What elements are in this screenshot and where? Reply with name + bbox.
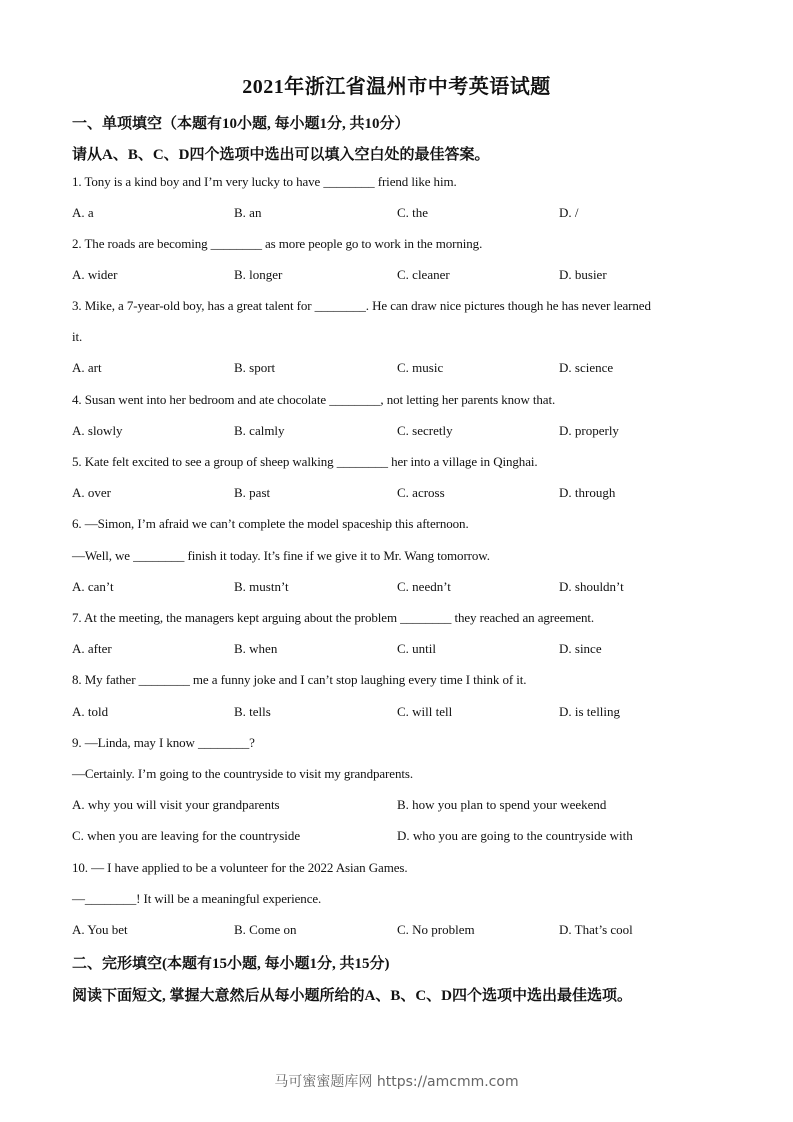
question-6-option-b: B. mustn’t [234, 579, 289, 594]
question-10-option-b: B. Come on [234, 922, 297, 937]
question-10-option-d: D. That’s cool [559, 922, 633, 937]
question-7-option-c: C. until [397, 641, 437, 656]
question-10-option-a: A. You bet [72, 922, 128, 937]
question-8-stem: 8. My father ________ me a funny joke and I can’t stop laughing every time I think of it. [72, 672, 527, 687]
question-1-stem: 1. Tony is a kind boy and I’m very lucky to have ________ friend like him. [72, 174, 457, 189]
question-9-option-c: C. when you are leaving for the countryside [72, 828, 301, 843]
question-8-option-b: B. tells [234, 704, 271, 719]
question-4-option-a: A. slowly [72, 423, 123, 438]
question-2-stem: 2. The roads are becoming ________ as more people go to work in the morning. [72, 236, 483, 251]
page-title: 2021年浙江省温州市中考英语试题 [242, 76, 551, 98]
question-6-option-d: D. shouldn’t [559, 579, 624, 594]
question-8-option-c: C. will tell [397, 704, 453, 719]
question-9-option-d: D. who you are going to the countryside with [397, 828, 633, 843]
question-6-stem-cont: —Well, we ________ finish it today. It’s fine if we give it to Mr. Wang tomorrow. [72, 548, 490, 563]
question-5-stem: 5. Kate felt excited to see a group of sheep walking ________ her into a village in Qinghai. [72, 454, 538, 469]
question-3-option-d: D. science [559, 360, 614, 375]
question-4-option-c: C. secretly [397, 423, 453, 438]
question-4-option-d: D. properly [559, 423, 619, 438]
question-3-option-b: B. sport [234, 360, 276, 375]
question-2-option-d: D. busier [559, 267, 607, 282]
question-1-option-c: C. the [397, 205, 429, 220]
section2-instruction: 阅读下面短文, 掌握大意然后从每小题所给的A、B、C、D四个选项中选出最佳选项。 [72, 988, 633, 1004]
question-2-option-b: B. longer [234, 267, 283, 282]
question-7-stem: 7. At the meeting, the managers kept arguing about the problem ________ they reached an agreement. [72, 610, 595, 625]
question-10-option-c: C. No problem [397, 922, 475, 937]
section1-instruction: 请从A、B、C、D四个选项中选出可以填入空白处的最佳答案。 [72, 147, 490, 163]
question-5-option-a: A. over [72, 485, 111, 500]
question-3-stem: 3. Mike, a 7-year-old boy, has a great talent for ________. He can draw nice pictures though he has never learned [72, 298, 651, 313]
question-9-stem-cont: —Certainly. I’m going to the countryside to visit my grandparents. [72, 766, 413, 781]
question-7-option-d: D. since [559, 641, 602, 656]
question-5-option-d: D. through [559, 485, 616, 500]
question-6-option-a: A. can’t [72, 579, 114, 594]
question-3-stem-cont: it. [72, 329, 83, 344]
question-6-stem: 6. —Simon, I’m afraid we can’t complete the model spaceship this afternoon. [72, 516, 469, 531]
question-5-option-c: C. across [397, 485, 445, 500]
question-5-option-b: B. past [234, 485, 271, 500]
question-9-stem: 9. —Linda, may I know ________? [72, 735, 255, 750]
question-3-option-a: A. art [72, 360, 102, 375]
question-10-stem-cont: —________! It will be a meaningful experience. [72, 891, 322, 906]
section1-heading: 一、单项填空（本题有10小题, 每小题1分, 共10分） [72, 116, 410, 132]
question-4-option-b: B. calmly [234, 423, 285, 438]
question-1-option-b: B. an [234, 205, 262, 220]
question-9-option-b: B. how you plan to spend your weekend [397, 797, 607, 812]
question-9-option-a: A. why you will visit your grandparents [72, 797, 280, 812]
question-4-stem: 4. Susan went into her bedroom and ate chocolate ________, not letting her parents know that. [72, 392, 556, 407]
question-3-option-c: C. music [397, 360, 444, 375]
question-2-option-c: C. cleaner [397, 267, 450, 282]
question-8-option-d: D. is telling [559, 704, 621, 719]
question-7-option-b: B. when [234, 641, 278, 656]
question-2-option-a: A. wider [72, 267, 118, 282]
section2-heading: 二、完形填空(本题有15小题, 每小题1分, 共15分) [72, 956, 390, 972]
footer-watermark: 马可蜜蜜题库网 https://amcmm.com [274, 1074, 519, 1090]
question-1-option-d: D. / [559, 205, 579, 220]
question-6-option-c: C. needn’t [397, 579, 451, 594]
question-7-option-a: A. after [72, 641, 112, 656]
question-8-option-a: A. told [72, 704, 109, 719]
question-10-stem: 10. — I have applied to be a volunteer for the 2022 Asian Games. [72, 860, 408, 875]
question-1-option-a: A. a [72, 205, 94, 220]
